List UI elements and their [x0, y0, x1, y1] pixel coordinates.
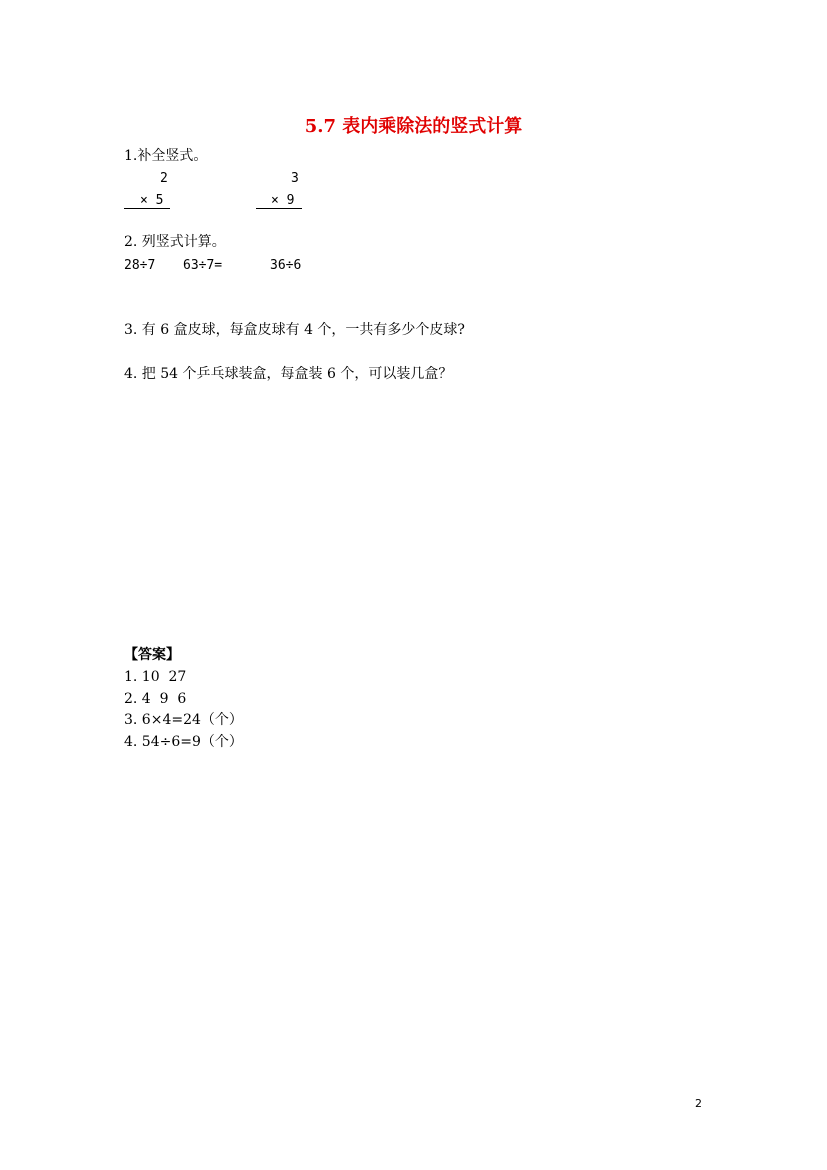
- question-2-label: 2. 列竖式计算。: [124, 234, 226, 250]
- q1-left-top-digit: 2: [160, 171, 168, 186]
- q2-item-3: 36÷6: [270, 258, 302, 273]
- question-3: 3. 有 6 盒皮球，每盒皮球有 4 个，一共有多少个皮球?: [124, 322, 465, 338]
- answer-line-4: 4. 54÷6=9（个）: [124, 734, 243, 750]
- page-number: 2: [695, 1097, 702, 1110]
- q2-item-1: 28÷7: [124, 258, 156, 273]
- q1-left-underline: [124, 208, 170, 209]
- answers-heading: 【答案】: [124, 647, 180, 663]
- q1-left-multiplier: × 5: [140, 193, 164, 208]
- q1-right-top-digit: 3: [291, 171, 299, 186]
- answer-line-3: 3. 6×4=24（个）: [124, 712, 243, 728]
- q1-right-multiplier: × 9: [271, 193, 295, 208]
- page-title: 5.7 表内乘除法的竖式计算: [304, 116, 523, 137]
- question-4: 4. 把 54 个乒乓球装盒，每盒装 6 个，可以装几盒？: [124, 366, 453, 382]
- q1-right-underline: [256, 208, 302, 209]
- question-1-label: 1.补全竖式。: [124, 148, 208, 164]
- q2-item-2: 63÷7=: [183, 258, 223, 273]
- answer-line-1: 1. 10 27: [124, 669, 187, 685]
- answer-line-2: 2. 4 9 6: [124, 691, 187, 707]
